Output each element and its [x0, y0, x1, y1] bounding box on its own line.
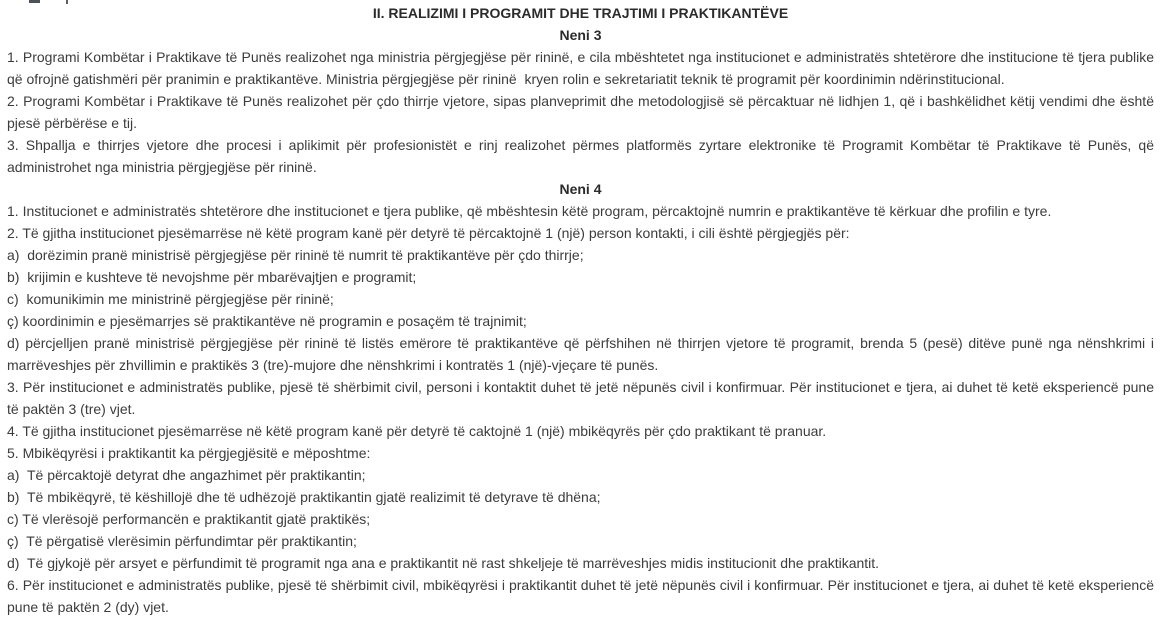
paragraph-neni3-3: 3. Shpallja e thirrjes vjetore dhe procesi i aplikimit për profesionistët e rinj realizohet përmes platformës zyrtare elektronike të Programit Kombëtar të Praktikave të Punës, që administrohet nga ministria përgjegjëse për rininë.: [7, 137, 1158, 175]
paragraph-neni4-1: 1. Institucionet e administratës shtetërore dhe institucionet e tjera publike, që mbështesin këtë program, përcaktojnë numrin e praktikantëve të kërkuar dhe profilin e tyre.: [7, 203, 1052, 219]
list-item-neni4-5a: a) Të përcaktojë detyrat dhe angazhimet për praktikantin;: [7, 467, 366, 483]
list-item-neni4-2c: c) komunikimin me ministrinë përgjegjëse për rininë;: [7, 291, 334, 307]
paragraph-neni3-1: 1. Programi Kombëtar i Praktikave të Punës realizohet nga ministria përgjegjëse për rininë, e cila mbështetet nga institucionet e administratës shtetërore dhe institucione të tjera publike që ofrojnë gatishmëri për pranimin e praktikantëve. Ministria përgjegjëse për rininë kryen rolin e sekretariatit teknik të programit për koordinimin ndërinstitucional.: [7, 49, 1158, 87]
article-heading-neni-4: Neni 4: [559, 181, 602, 197]
clipped-text-fragment: [29, 0, 40, 3]
list-item-neni4-5b: b) Të mbikëqyrë, të këshillojë dhe të udhëzojë praktikantin gjatë realizimit të detyrave të dhëna;: [7, 489, 601, 505]
paragraph-neni3-2: 2. Programi Kombëtar i Praktikave të Punës realizohet për çdo thirrje vjetore, sipas planveprimit dhe metodologjisë së përcaktuar në lidhjen 1, që i bashkëlidhet këtij vendimi dhe është pjesë përbërëse e tij.: [7, 93, 1158, 131]
paragraph-neni4-6: 6. Për institucionet e administratës publike, pjesë të shërbimit civil, mbikëqyrësi i praktikantit duhet të jetë nëpunës civil i konfirmuar. Për institucionet e tjera, ai duhet të ketë eksperiencë pune të paktën 2 (dy) vjet.: [7, 577, 1158, 615]
list-item-neni4-2b: b) krijimin e kushteve të nevojshme për mbarëvajtjen e programit;: [7, 269, 417, 285]
list-item-neni4-5c: c) Të vlerësojë performancën e praktikantit gjatë praktikës;: [7, 511, 371, 527]
article-heading-neni-3: Neni 3: [559, 27, 602, 43]
paragraph-neni4-2: 2. Të gjitha institucionet pjesëmarrëse në këtë program kanë për detyrë të përcaktojnë 1 (një) person kontakti, i cili është përgjegjës për:: [7, 225, 850, 241]
paragraph-neni4-4: 4. Të gjitha institucionet pjesëmarrëse në këtë program kanë për detyrë të caktojnë 1 (një) mbikëqyrës për çdo praktikant të pranuar.: [7, 423, 827, 439]
paragraph-neni4-3: 3. Për institucionet e administratës publike, pjesë të shërbimit civil, personi i kontaktit duhet të jetë nëpunës civil i konfirmuar. Për institucionet e tjera, ai duhet të ketë eksperiencë pune të paktën 3 (tre) vjet.: [7, 379, 1158, 417]
list-item-neni4-2d: d) përcjelljen pranë ministrisë përgjegjëse për rininë të listës emërore të praktikantëve që përfshihen në thirrjen vjetore të programit, brenda 5 (pesë) ditëve punë nga nënshkrimi i marrëveshjes për zhvillimin e praktikës 3 (tre)-mujore dhe nënshkrimi i kontratës 1 (një)-vjeçare të punës.: [7, 335, 1158, 373]
paragraph-neni4-5: 5. Mbikëqyrësi i praktikantit ka përgjegjësitë e mëposhtme:: [7, 445, 371, 461]
list-item-neni4-2a: a) dorëzimin pranë ministrisë përgjegjëse për rininë të numrit të praktikantëve për çdo thirrje;: [7, 247, 584, 263]
list-item-neni4-5c-cedilla: ç) Të përgatisë vlerësimin përfundimtar për praktikantin;: [7, 533, 357, 549]
list-item-neni4-2c-cedilla: ç) koordinimin e pjesëmarrjes së praktikantëve në programin e posaçëm të trajnimit;: [7, 313, 527, 329]
clipped-text-fragment: [66, 0, 68, 4]
list-item-neni4-5d: d) Të gjykojë për arsyet e përfundimit të programit nga ana e praktikantit në rast shkeljeje të marrëveshjes midis institucionit dhe praktikantit.: [7, 555, 880, 571]
section-title: II. REALIZIMI I PROGRAMIT DHE TRAJTIMI I PRAKTIKANTËVE: [372, 5, 789, 21]
